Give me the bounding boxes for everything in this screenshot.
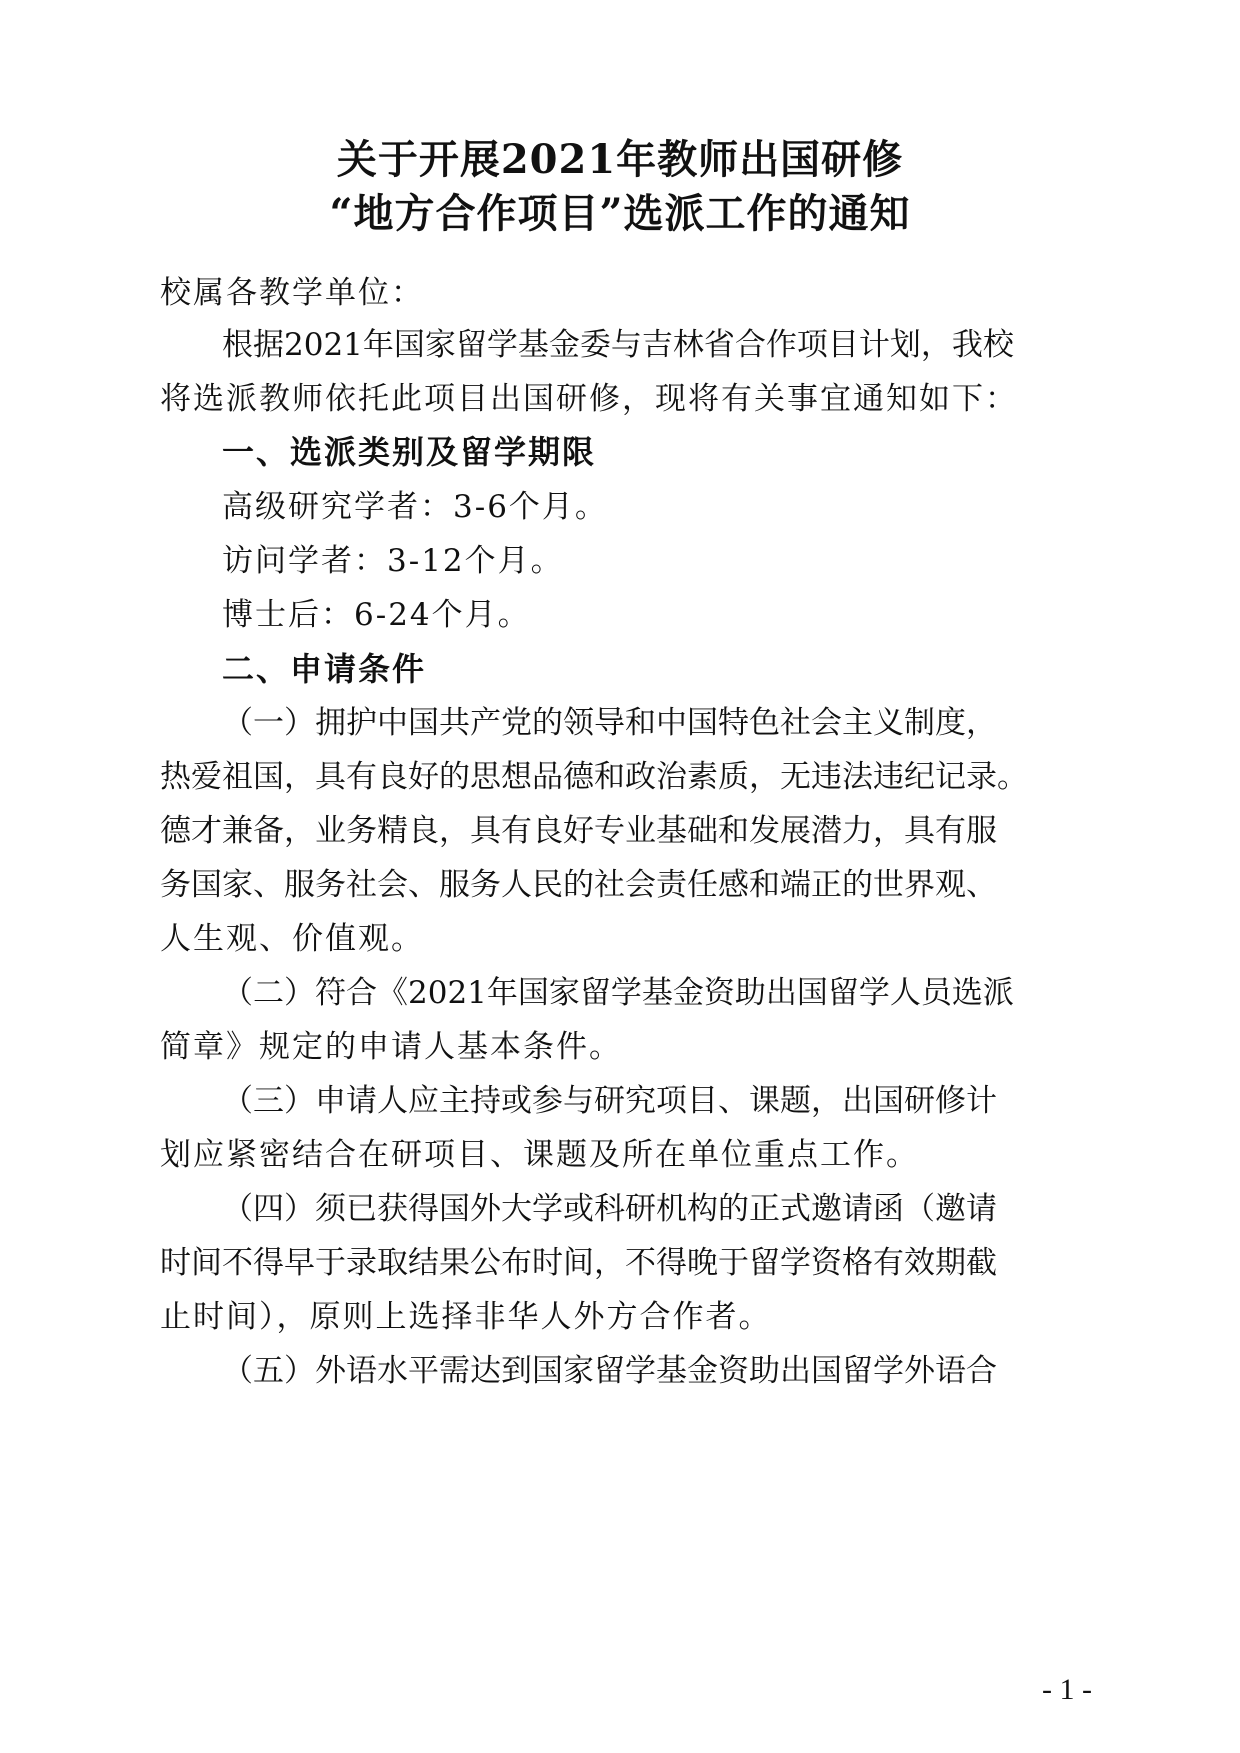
condition-1-line-5: 人生观、价值观。 (160, 921, 424, 957)
condition-4-line-3: 止时间），原则上选择非华人外方合作者。 (160, 1299, 772, 1335)
section-2-heading: 二、申请条件 (222, 650, 427, 688)
category-senior-scholar: 高级研究学者：3-6个月。 (222, 489, 608, 525)
document-title-line-1: 关于开展2021年教师出国研修 (336, 136, 904, 183)
section-1-heading: 一、选派类别及留学期限 (222, 433, 597, 471)
condition-4-line-1: （四）须已获得国外大学或科研机构的正式邀请函（邀请 (222, 1191, 997, 1227)
condition-1-line-4: 务国家、服务社会、服务人民的社会责任感和端正的世界观、 (160, 867, 997, 903)
condition-2-line-1: （二）符合《2021年国家留学基金资助出国留学人员选派 (222, 975, 1014, 1011)
condition-3-line-1: （三）申请人应主持或参与研究项目、课题，出国研修计 (222, 1083, 997, 1119)
condition-5-line-1: （五）外语水平需达到国家留学基金资助出国留学外语合 (222, 1353, 997, 1389)
condition-3-line-2: 划应紧密结合在研项目、课题及所在单位重点工作。 (160, 1137, 919, 1173)
condition-1-line-1: （一）拥护中国共产党的领导和中国特色社会主义制度， (222, 705, 997, 741)
condition-4-line-2: 时间不得早于录取结果公布时间，不得晚于留学资格有效期截 (160, 1245, 997, 1281)
condition-1-line-2: 热爱祖国，具有良好的思想品德和政治素质，无违法违纪记录。 (160, 759, 1028, 795)
condition-2-line-2: 简章》规定的申请人基本条件。 (160, 1029, 622, 1065)
condition-1-line-3: 德才兼备，业务精良，具有良好专业基础和发展潜力，具有服 (160, 813, 997, 849)
category-visiting-scholar: 访问学者：3-12个月。 (222, 543, 564, 579)
intro-line-2: 将选派教师依托此项目出国研修，现将有关事宜通知如下： (160, 381, 1018, 417)
document-title-line-2: “地方合作项目”选派工作的通知 (329, 190, 911, 237)
page-number: - 1 - (1042, 1673, 1092, 1706)
salutation: 校属各教学单位： (160, 275, 424, 311)
intro-line-1: 根据2021年国家留学基金委与吉林省合作项目计划，我校 (222, 327, 1014, 363)
category-postdoc: 博士后：6-24个月。 (222, 597, 531, 633)
